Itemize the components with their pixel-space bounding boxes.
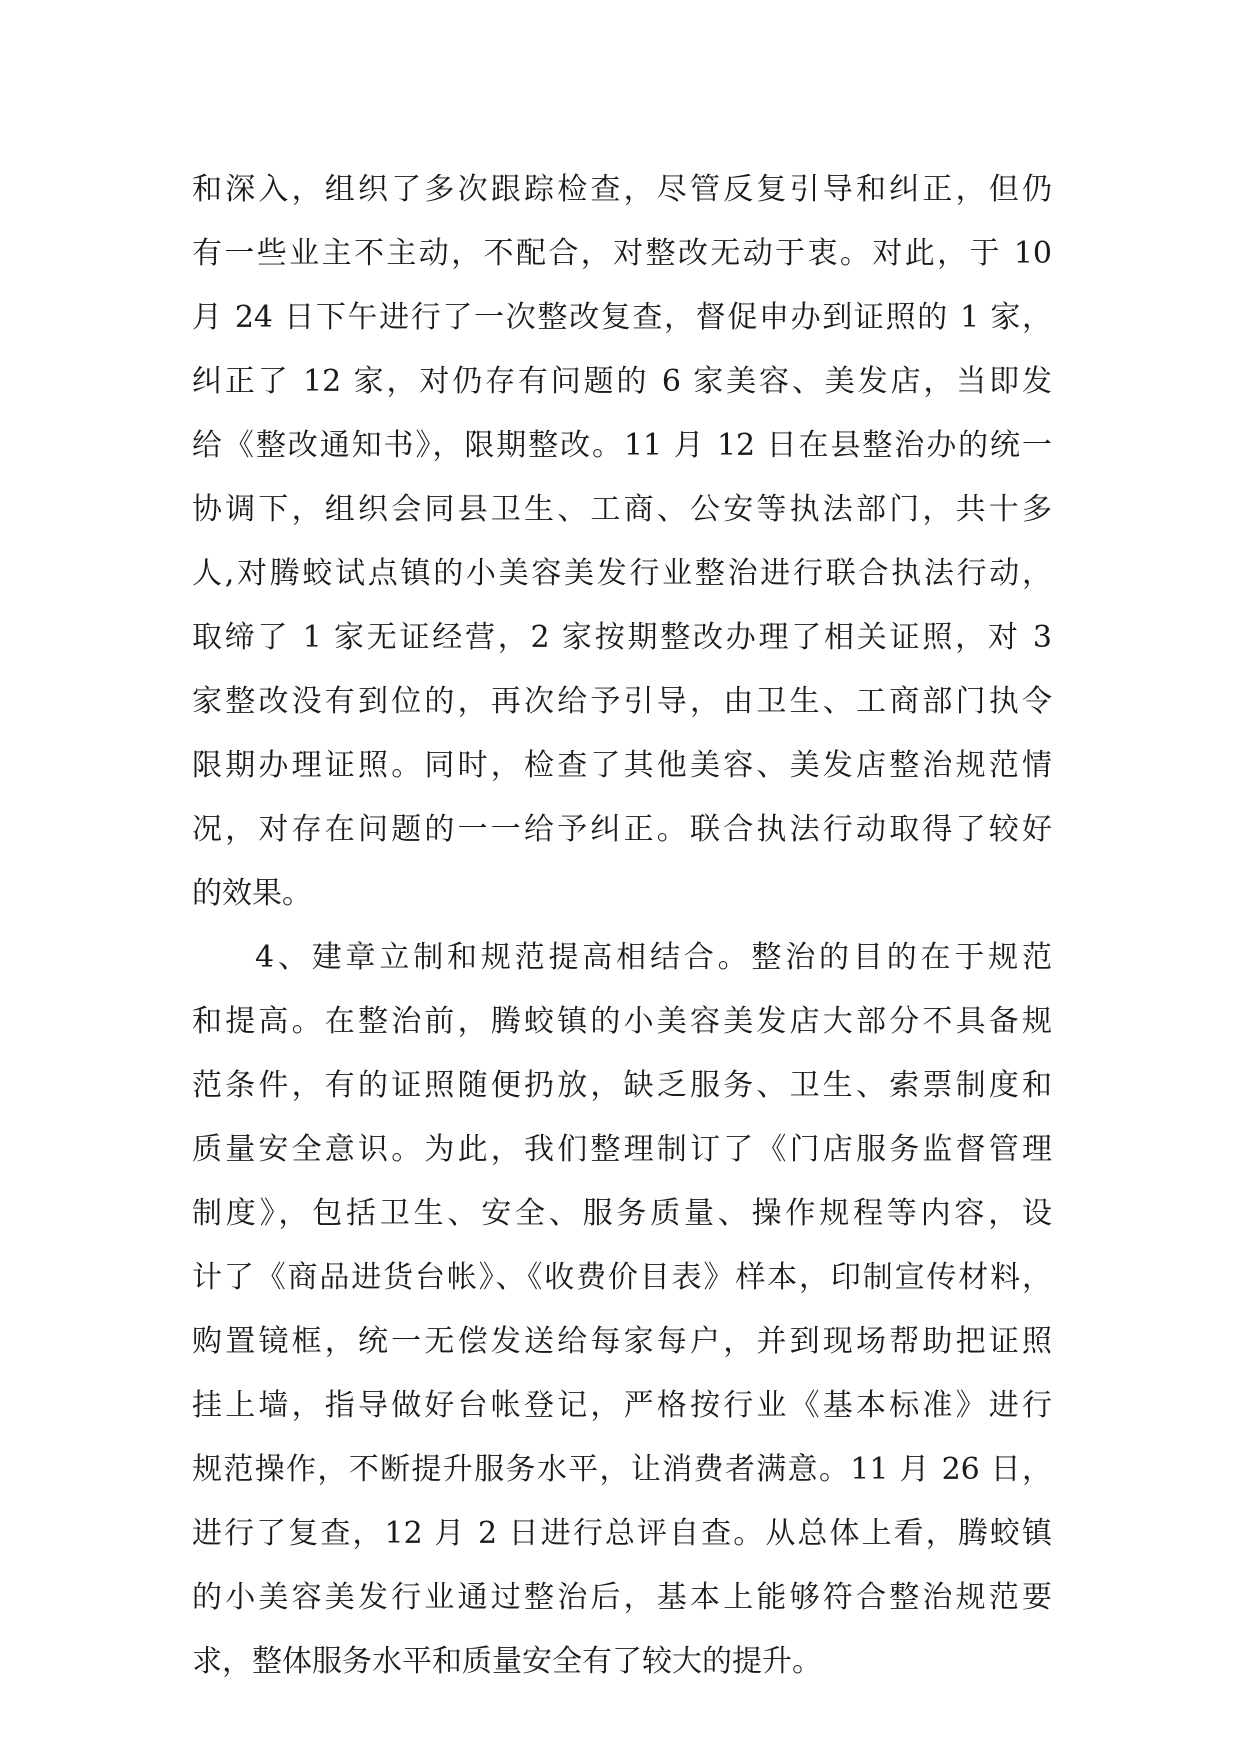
text-line: 制度》，包括卫生、安全、服务质量、操作规程等内容，设 bbox=[192, 1196, 1052, 1231]
text-line: 月 24 日下午进行了一次整改复查，督促申办到证照的 1 家， bbox=[192, 300, 1052, 335]
text-line: 求，整体服务水平和质量安全有了较大的提升。 bbox=[192, 1644, 822, 1679]
text-line: 和深入，组织了多次跟踪检查，尽管反复引导和纠正，但仍 bbox=[192, 172, 1052, 207]
text-line: 质量安全意识。为此，我们整理制订了《门店服务监督管理 bbox=[192, 1132, 1052, 1167]
text-line: 的小美容美发行业通过整治后，基本上能够符合整治规范要 bbox=[192, 1580, 1052, 1615]
text-line: 限期办理证照。同时，检查了其他美容、美发店整治规范情 bbox=[192, 748, 1052, 783]
text-line: 4、建章立制和规范提高相结合。整治的目的在于规范 bbox=[255, 940, 1052, 975]
text-line: 进行了复查，12 月 2 日进行总评自查。从总体上看，腾蛟镇 bbox=[192, 1516, 1052, 1551]
text-line: 取缔了 1 家无证经营，2 家按期整改办理了相关证照，对 3 bbox=[192, 620, 1052, 655]
text-line: 范条件，有的证照随便扔放，缺乏服务、卫生、索票制度和 bbox=[192, 1068, 1052, 1103]
text-line: 况，对存在问题的一一给予纠正。联合执法行动取得了较好 bbox=[192, 812, 1052, 847]
text-line: 规范操作，不断提升服务水平，让消费者满意。11 月 26 日， bbox=[192, 1452, 1052, 1487]
text-line: 购置镜框，统一无偿发送给每家每户，并到现场帮助把证照 bbox=[192, 1324, 1052, 1359]
text-line: 有一些业主不主动，不配合，对整改无动于衷。对此，于 10 bbox=[192, 236, 1052, 271]
text-line: 纠正了 12 家，对仍存有问题的 6 家美容、美发店，当即发 bbox=[192, 364, 1052, 399]
text-line: 协调下，组织会同县卫生、工商、公安等执法部门，共十多 bbox=[192, 492, 1052, 527]
text-line: 挂上墙，指导做好台帐登记，严格按行业《基本标准》进行 bbox=[192, 1388, 1052, 1423]
text-line: 计了《商品进货台帐》、《收费价目表》样本，印制宣传材料， bbox=[192, 1260, 1052, 1295]
paragraph-enforcement bbox=[192, 158, 1052, 926]
text-line: 给《整改通知书》，限期整改。11 月 12 日在县整治办的统一 bbox=[192, 428, 1052, 463]
paragraph-regulation bbox=[192, 926, 1052, 1694]
document-body bbox=[192, 158, 1052, 1694]
text-line: 和提高。在整治前，腾蛟镇的小美容美发店大部分不具备规 bbox=[192, 1004, 1052, 1039]
text-line: 家整改没有到位的，再次给予引导，由卫生、工商部门执令 bbox=[192, 684, 1052, 719]
text-line: 的效果。 bbox=[192, 876, 312, 911]
text-line: 人,对腾蛟试点镇的小美容美发行业整治进行联合执法行动， bbox=[192, 556, 1052, 591]
